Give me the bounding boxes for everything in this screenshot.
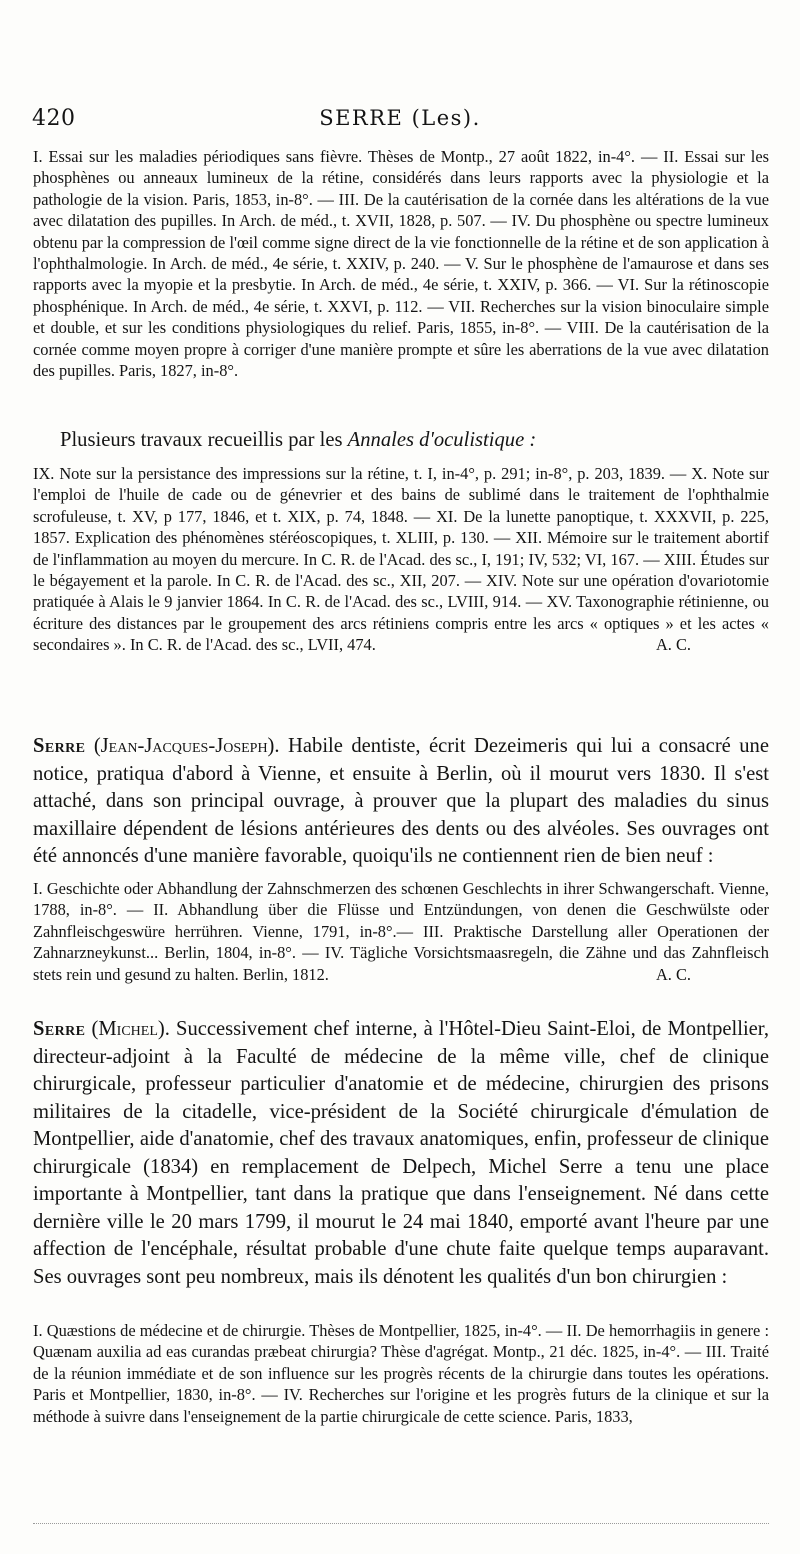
bibliography-text: I. Geschichte oder Abhandlung der Zahnschmerzen des schœnen Geschlechts in ihrer Schwangerschaft. Vienne, 1788, in-8°. — II. Abhandlung über die Flüsse und Entzündungen, von denen die Geschwülste oder Zahnfleischgeswüre herrühren. Vienne, 1791, in-8°.— III. Praktische Darstellung aller Operationen der Zahnarzneykunst... Berlin, 1804, in-8°. — IV. Tägliche Vorsichtsmaasregeln, die Zähne und das Zahnfleisch stets rein und gesund zu halten. Berlin, 1812.: [33, 879, 769, 984]
bibliography-text: IX. Note sur la persistance des impressions sur la rétine, t. I, in-4°, p. 291; in-8°, p. 203, 1839. — X. Note sur l'emploi de l'huile de cade ou de génevrier et des bains de sublimé dans le traitement de l'ophthalmie scrofuleuse, t. XV, p 177, 1846, et t. XIX, p. 74, 1848. — XI. De la lunette panoptique, t. XXXVII, p. 225, 1857. Explication des phénomènes stéréoscopiques, t. XLIII, p. 130. — XII. Mémoire sur le traitement abortif de l'inflammation au moyen du mercure. In C. R. de l'Acad. des sc., I, 191; IV, 532; VI, 167. — XIII. Études sur le bégayement et la parole. In C. R. de l'Acad. des sc., XII, 207. — XIV. Note sur une opération d'ovariotomie pratiquée à Alais le 9 janvier 1864. In C. R. de l'Acad. des sc., LVIII, 914. — XV. Taxonographie rétinienne, ou écriture des distances par le groupement des arcs rétiniens compris entre les arcs « optiques » et les actes « secondaires ». In C. R. de l'Acad. des sc., LVII, 474.: [33, 464, 769, 655]
entry-surname: Serre: [33, 735, 86, 757]
bibliography-text: I. Quæstions de médecine et de chirurgie. Thèses de Montpellier, 1825, in-4°. — II. De hemorrhagiis in genere : Quænam auxilia ad eas curandas præbeat chirurgia? Thèse d'agrégat. Montp., 21 déc. 1825, in-4°. — III. Traité de la réunion immédiate et de son influence sur les progrès récents de la chirurgie dans toutes les opérations. Paris et Montpellier, 1830, in-8°. — IV. Recherches sur l'origine et les progrès futurs de la clinique et sur la méthode à suivre dans l'enseignement de la partie chirurgicale de cette science. Paris, 1833,: [33, 1321, 769, 1426]
bibliography-block-2: [33, 463, 769, 656]
footer-rule: [33, 1523, 769, 1524]
subheading-annales: [60, 427, 769, 453]
subheading-journal: Annales d'oculistique :: [347, 429, 537, 451]
entry-body: Successivement chef interne, à l'Hôtel-Dieu Saint-Eloi, de Montpellier, directeur-adjoint à la Faculté de médecine de la même ville, chef de clinique chirurgicale, professeur particulier d'anatomie et de médecine, chirurgien des prisons militaires de la citadelle, vice-président de la Société chirurgicale d'émulation de Montpellier, aide d'anatomie, chef des travaux anatomiques, enfin, professeur de clinique chirurgicale (1834) en remplacement de Delpech, Michel Serre a tenu une place importante à Montpellier, tant dans la pratique que dans l'enseignement. Né dans cette dernière ville le 20 mars 1799, il mourut le 24 mai 1840, emporté avant l'heure par une affection de l'encéphale, résultat probable d'une chute faite quelque temps auparavant. Ses ouvrages sont peu nombreux, mais ils dénotent les qualités d'un bon chirurgien :: [33, 1018, 769, 1288]
bibliography-block-1: [33, 146, 769, 381]
entry-surname: Serre: [33, 1018, 86, 1040]
author-initials: A. C.: [655, 635, 691, 655]
entry-given-name: (Jean-Jacques-Joseph).: [93, 735, 280, 757]
subheading-prefix: Plusieurs travaux recueillis par les: [60, 429, 343, 451]
entry-body: Habile dentiste, écrit Dezeimeris qui lui a consacré une notice, pratiqua d'abord à Vienne, et ensuite à Berlin, où il mourut vers 1830. Il s'est attaché, dans son principal ouvrage, à prouver que la plupart des maladies du sinus maxillaire dépendent de lésions antérieures des dents ou des alvéoles. Ses ouvrages ont été annoncés d'une manière favorable, quoiqu'ils ne contiennent rien de bien neuf :: [33, 735, 769, 867]
page-number: 420: [32, 106, 76, 131]
bibliography-text: I. Essai sur les maladies périodiques sans fièvre. Thèses de Montp., 27 août 1822, in-4°. — II. Essai sur les phosphènes ou anneaux lumineux de la rétine, considérés dans leurs rapports avec la physiologie et la pathologie de la vision. Paris, 1853, in-8°. — III. De la cautérisation de la cornée dans les altérations de la vue avec dilatation des pupilles. In Arch. de méd., t. XVII, 1828, p. 507. — IV. Du phosphène ou spectre lumineux obtenu par la compression de l'œil comme signe direct de la vie fonctionnelle de la rétine et de son application à l'ophthalmologie. In Arch. de méd., 4e série, t. XXIV, p. 240. — V. Sur le phosphène de l'amaurose et dans ses rapports avec la myopie et la presbytie. In Arch. de méd., 4e série, t. XXIV, p. 366. — VI. Sur la rétinoscopie phosphénique. In Arch. de méd., 4e série, t. XXVI, p. 112. — VII. Recherches sur la vision binoculaire simple et double, et sur les conditions physiologiques du relief. Paris, 1855, in-8°. — VIII. De la cautérisation de la cornée comme moyen propre à corriger d'une manière prompte et sûre les aberrations de la vue avec dilatation des pupilles. Paris, 1827, in-8°.: [33, 147, 769, 381]
page-header: [30, 106, 770, 136]
bibliography-block-4: [33, 1320, 769, 1427]
entry-jean-jacques-joseph: [33, 733, 769, 871]
author-initials: A. C.: [655, 964, 691, 984]
running-title: SERRE (Les).: [319, 106, 481, 130]
bibliography-block-3: [33, 878, 769, 985]
entry-michel: [33, 1016, 769, 1291]
entry-given-name: (Michel).: [91, 1018, 170, 1040]
